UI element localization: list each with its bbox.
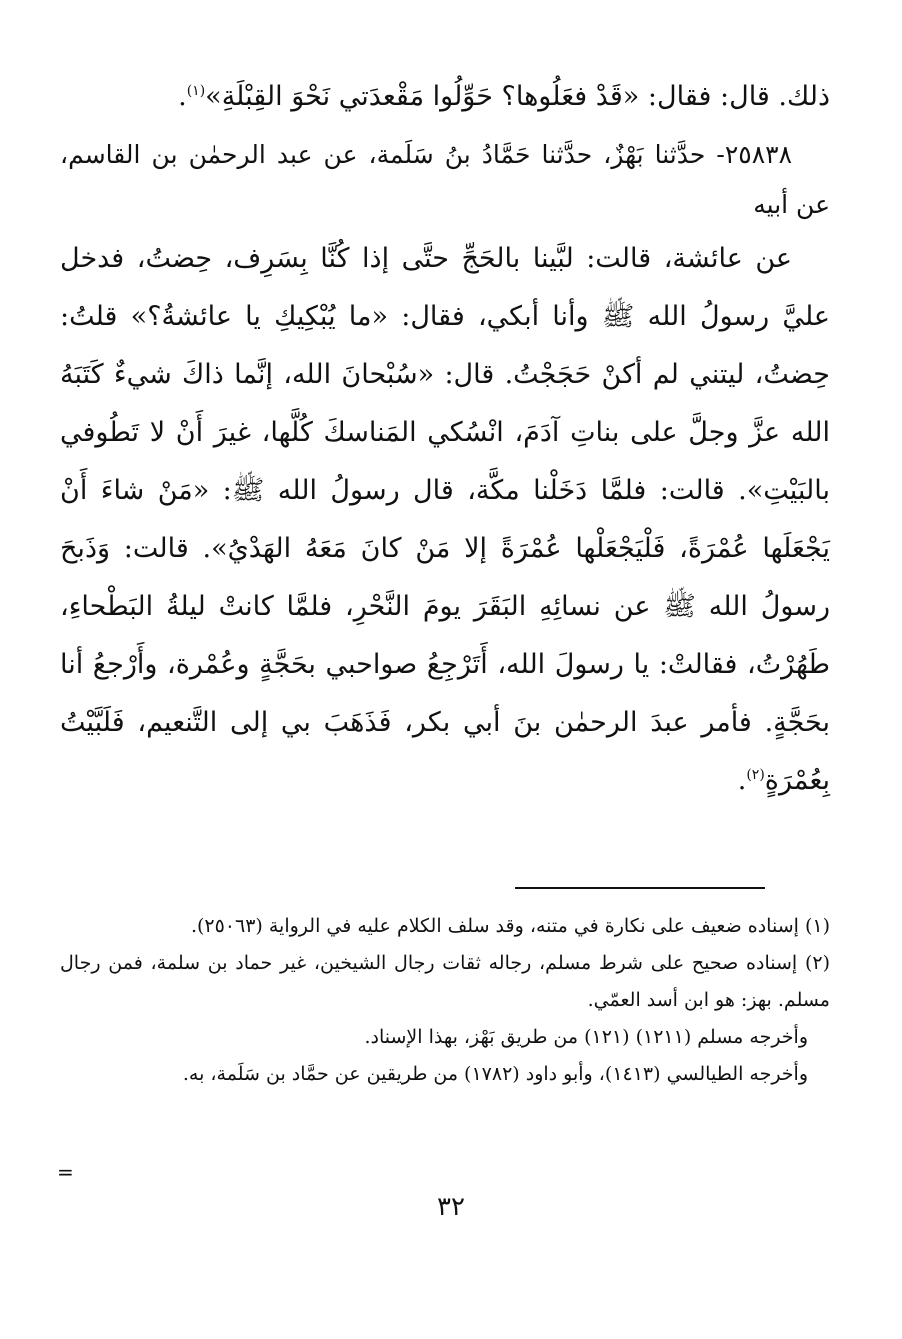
hadith-isnad-heading: ٢٥٨٣٨- حدَّثنا بَهْزٌ، حدَّثنا حَمَّادُ بنُ سَلَمة، عن عبد الرحمٰن بن القاسم، عن أبيه	[60, 140, 830, 219]
footnote-2-source-1: وأخرجه مسلم (١٢١١) (١٢١) من طريق بَهْز، بهذا الإسناد.	[364, 1026, 808, 1048]
footnote-2: (٢) إسناده صحيح على شرط مسلم، رجاله ثقات رجال الشيخين، غير حماد بن سلمة، فمن رجال مسلم. بهز: هو ابن أسد العمّي.	[60, 952, 830, 1011]
opening-line-end: .	[178, 81, 187, 112]
footnote-ref-2: (٢)	[746, 767, 765, 783]
page-number: ٣٢	[437, 1192, 465, 1222]
footnote-ref-1: (١)	[186, 83, 206, 99]
footnote-2-source-2: وأخرجه الطيالسي (١٤١٣)، وأبو داود (١٧٨٢) من طريقين عن حمَّاد بن سَلَمة، به.	[182, 1063, 808, 1085]
hadith-body-end: .	[737, 765, 747, 796]
footnote-1: (١) إسناده ضعيف على نكارة في متنه، وقد سلف الكلام عليه في الرواية (٢٥٠٦٣).	[190, 915, 830, 937]
opening-line	[60, 68, 830, 126]
footnote-separator	[515, 887, 765, 889]
hadith-body-paragraph	[60, 230, 830, 810]
opening-line-text: ذلك. قال: فقال: «قَدْ فعَلُوها؟ حَوِّلُوا مَقْعدَتي نَحْوَ القِبْلَةِ»	[205, 81, 830, 112]
continuation-mark: =	[57, 1160, 74, 1184]
main-text-block	[60, 68, 830, 810]
footnotes-block	[60, 908, 830, 1093]
hadith-body-text: عن عائشة، قالت: لبَّينا بالحَجِّ حتَّى إذا كُنَّا بِسَرِف، حِضتُ، فدخل عليَّ رسولُ الله ﷺ وأنا أبكي، فقال: «ما يُبْكِيكِ يا عائشةُ؟» قلتُ: حِضتُ، ليتني لم أكنْ حَجَجْتُ. قال: «سُبْحانَ الله، إنَّما ذاكَ شيءٌ كَتَبَهُ الله عزَّ وجلَّ على بناتِ آدَمَ، انْسُكي المَناسكَ كُلَّها، غيرَ أَنْ لا تَطُوفي بالبَيْتِ». قالت: فلمَّا دَخَلْنا مكَّة، قال رسولُ الله ﷺ: «مَنْ شاءَ أَنْ يَجْعَلَها عُمْرَةً، فَلْيَجْعَلْها عُمْرَةً إلا مَنْ كانَ مَعَهُ الهَدْيُ». قالت: وَذَبحَ رسولُ الله ﷺ عن نسائِهِ البَقَرَ يومَ النَّحْرِ، فلمَّا كانتْ ليلةُ البَطْحاءِ، طَهُرْتُ، فقالتْ: يا رسولَ الله، أَتَرْجِعُ صواحبي بحَجَّةٍ وعُمْرة، وأَرْجعُ أنا بحَجَّةٍ. فأمر عبدَ الرحمٰن بنَ أبي بكر، فَذَهَبَ بي إلى التَّنعيم، فَلَبَّيْتُ بِعُمْرَةٍ	[60, 243, 830, 796]
